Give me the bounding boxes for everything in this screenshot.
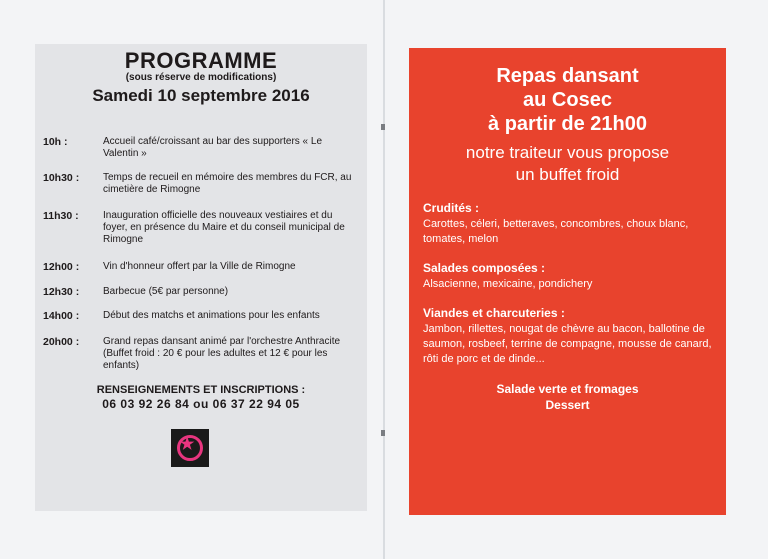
schedule-description: Grand repas dansant animé par l'orchestre Anthracite (Buffet froid : 20 € pour les adultes et 12 € pour les enfants) [103,336,341,371]
menu-section-title: Crudités : [423,201,480,215]
fold-line [383,0,385,559]
schedule-description: Début des matchs et animations pour les enfants [103,310,320,321]
menu-heading-line: à partir de 21h00 [488,113,647,135]
schedule-description: Accueil café/croissant au bar des supporters « Le Valentin » [103,136,323,159]
programme-title: PROGRAMME [124,48,278,73]
menu-section-body: Carottes, céleri, betteraves, concombres, choux blanc, tomates, melon [423,218,689,245]
menu-footer-line: Dessert [545,398,590,412]
menu-section-body: Alsacienne, mexicaine, pondichery [423,278,593,290]
schedule-time: 10h30 : [43,172,80,184]
menu-heading-line: Repas dansant [496,65,639,87]
menu-section-title: Viandes et charcuteries : [423,306,565,320]
schedule-time: 11h30 : [43,210,79,222]
menu-subheading-line: un buffet froid [515,165,620,184]
anthracite-logo-icon [171,429,209,467]
schedule-time: 14h00 : [43,310,80,322]
logo-mark: ★ [180,436,195,453]
staple-mark [381,124,385,130]
schedule-description: Temps de recueil en mémoire des membres du FCR, au cimetière de Rimogne [103,172,352,195]
menu-heading-line: au Cosec [523,89,612,111]
contact-phones: 06 03 92 26 84 ou 06 37 22 94 05 [102,397,300,411]
contact-heading: RENSEIGNEMENTS ET INSCRIPTIONS : [96,384,306,396]
schedule-description: Inauguration officielle des nouveaux vestiaires et du foyer, en présence du Maire et du conseil municipal de Rimogne [103,210,345,245]
menu-section-body: Jambon, rillettes, nougat de chèvre au bacon, ballotine de saumon, rosbeef, terrine de compagne, mousse de canard, rôti de porc et de dinde... [423,323,712,365]
staple-mark [381,430,385,436]
menu-panel [409,48,726,515]
schedule-time: 10h : [43,136,68,148]
schedule-time: 20h00 : [43,336,80,348]
menu-footer-line: Salade verte et fromages [496,382,639,396]
schedule-time: 12h30 : [43,286,80,298]
programme-subtitle: (sous réserve de modifications) [125,72,277,83]
schedule-description: Barbecue (5€ par personne) [103,286,229,297]
programme-panel [35,44,367,511]
menu-section-title: Salades composées : [423,261,546,275]
menu-subheading-line: notre traiteur vous propose [465,143,670,162]
schedule-time: 12h00 : [43,261,80,273]
programme-date: Samedi 10 septembre 2016 [92,86,310,105]
schedule-description: Vin d'honneur offert par la Ville de Rimogne [103,261,296,272]
